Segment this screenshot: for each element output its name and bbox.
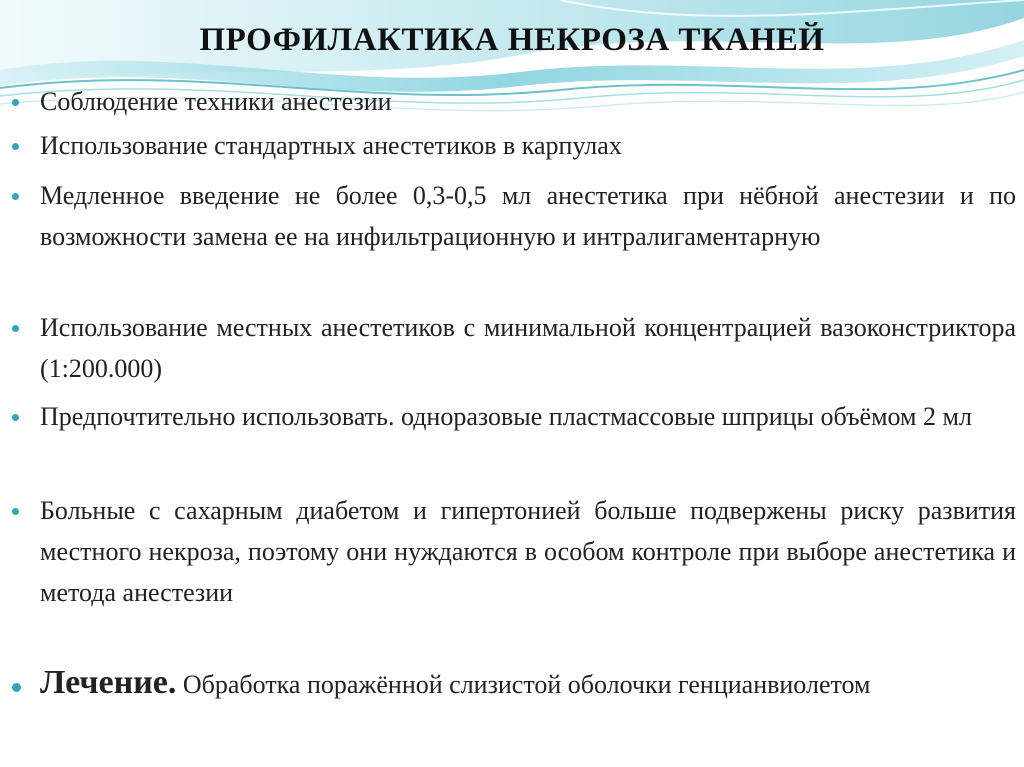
treatment-label: Лечение. xyxy=(40,664,177,701)
treatment-description: Обработка поражённой слизистой оболочки генцианвиолетом xyxy=(176,670,871,699)
list-item-text: Использование местных анестетиков с минимальной концентрацией вазоконстриктора (1:200.000) xyxy=(40,313,1016,383)
list-item-text: Соблюдение техники анестезии xyxy=(40,87,392,116)
slide-title: ПРОФИЛАКТИКА НЕКРОЗА ТКАНЕЙ xyxy=(199,22,825,58)
bullet-dot-icon xyxy=(12,414,19,421)
list-item-text: Предпочтительно использовать. одноразовые пластмассовые шприцы объёмом 2 мл xyxy=(40,402,972,431)
bullet-dot-icon xyxy=(12,193,19,200)
bullet-dot-icon xyxy=(12,325,19,332)
bullet-dot-icon xyxy=(12,99,19,106)
treatment-text xyxy=(40,663,1016,705)
bullet-dot-icon xyxy=(12,143,19,150)
list-item-text: Использование стандартных анестетиков в карпулах xyxy=(40,131,622,160)
list-item-text: Больные с сахарным диабетом и гипертонией больше подвержены риску развития местного некроза, поэтому они нуждаются в особом контроле при выборе анестетика и метода анестезии xyxy=(40,496,1016,607)
bullet-dot-icon xyxy=(12,683,21,692)
list-item-text: Медленное введение не более 0,3-0,5 мл анестетика при нёбной анестезии и по возможности замена ее на инфильтрационную и интралигаментарную xyxy=(40,181,1016,251)
bullet-dot-icon xyxy=(12,508,19,515)
